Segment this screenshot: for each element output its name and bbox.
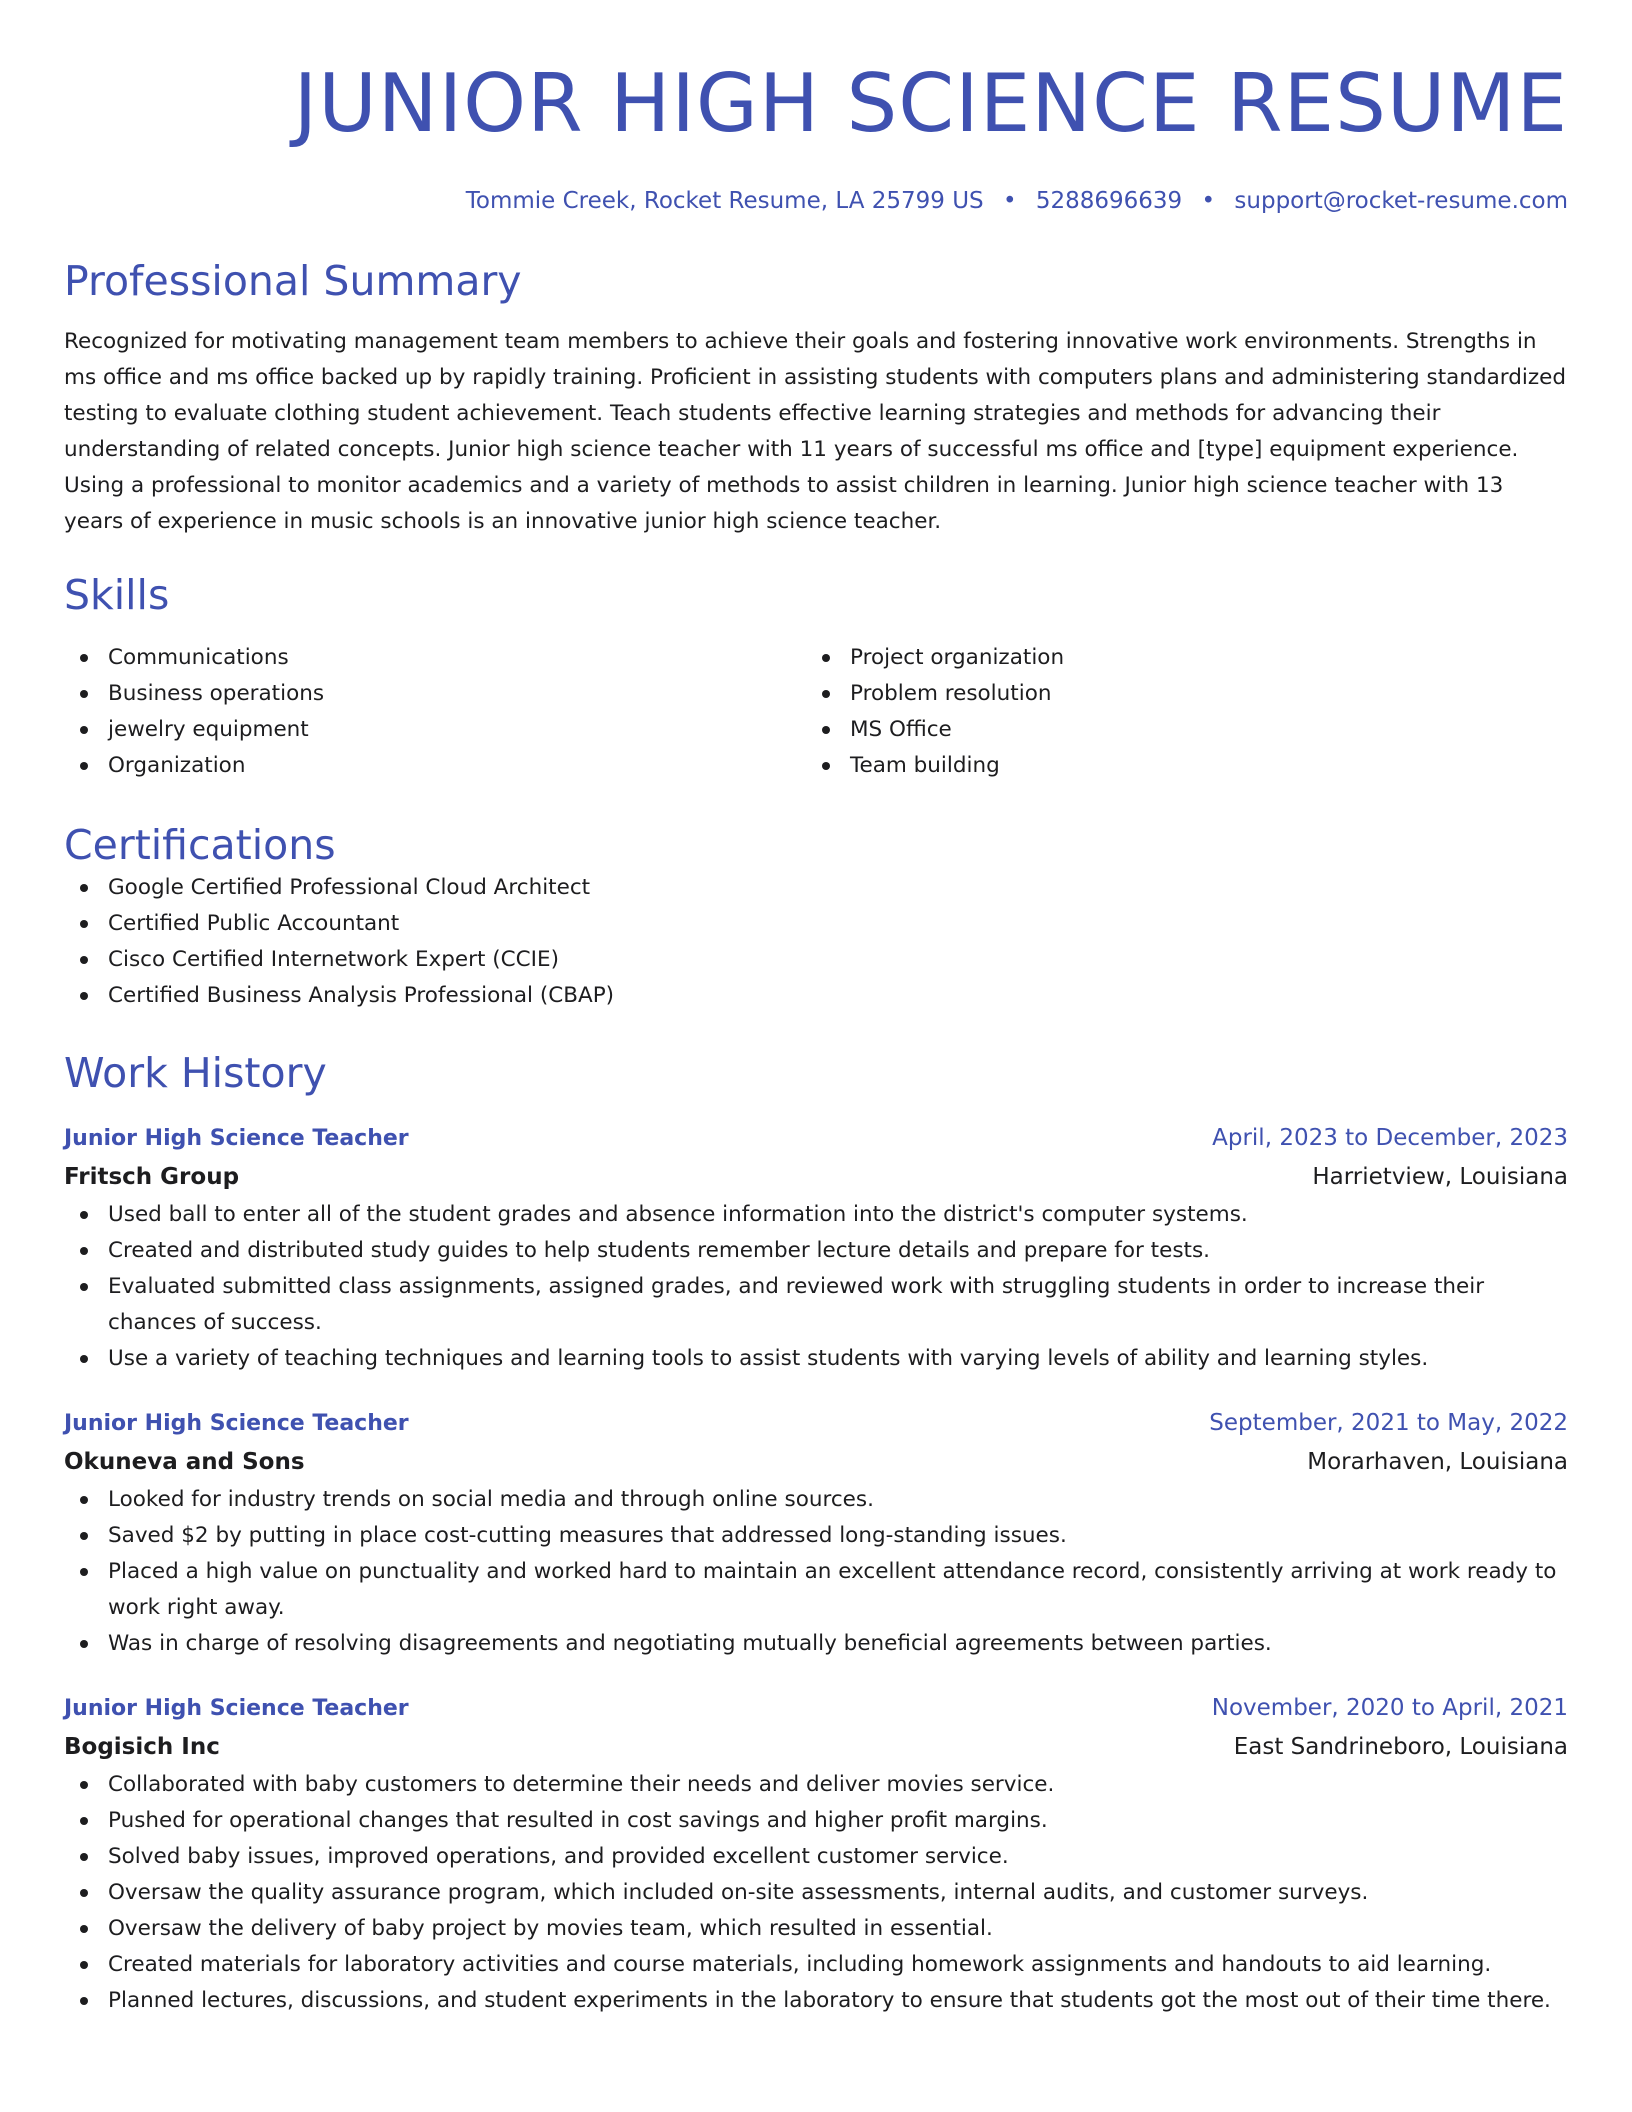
skills-grid (64, 640, 1568, 784)
certification-item: Certified Business Analysis Professional (CBAP) (64, 978, 1568, 1014)
job-bullet: Placed a high value on punctuality and worked hard to maintain an excellent attendance record, consistently arriving at work ready to work right away. (64, 1554, 1568, 1626)
skill-item: Team building (806, 748, 1548, 784)
skills-heading: Skills (64, 571, 170, 619)
job-title: Junior High Science Teacher (64, 1126, 409, 1151)
job-bullet: Pushed for operational changes that resulted in cost savings and higher profit margins. (64, 1803, 1568, 1839)
job-bullets (64, 1482, 1568, 1662)
job-bullet: Created and distributed study guides to help students remember lecture details and prepare for tests. (64, 1233, 1568, 1269)
job-bullet: Looked for industry trends on social media and through online sources. (64, 1482, 1568, 1518)
certification-item: Certified Public Accountant (64, 906, 1568, 942)
job-bullet: Saved $2 by putting in place cost-cutting measures that addressed long-standing issues. (64, 1518, 1568, 1554)
resume-title: JUNIOR HIGH SCIENCE RESUME (293, 57, 1568, 150)
skill-item: Problem resolution (806, 676, 1548, 712)
certification-item: Google Certified Professional Cloud Architect (64, 870, 1568, 906)
contact-email[interactable]: support@rocket-resume.com (1234, 188, 1568, 214)
job-bullet: Created materials for laboratory activities and course materials, including homework assignments and handouts to aid learning. (64, 1947, 1568, 1983)
skill-item: Business operations (64, 676, 806, 712)
skill-item: Project organization (806, 640, 1548, 676)
work-history-heading: Work History (64, 1049, 327, 1097)
certifications-list (64, 870, 1568, 1014)
job-entry (64, 1120, 1568, 1377)
contact-separator: • (1201, 188, 1216, 214)
skills-column-right (806, 640, 1548, 784)
job-bullets (64, 1767, 1568, 2019)
job-title: Junior High Science Teacher (64, 1411, 409, 1436)
job-dates: November, 2020 to April, 2021 (1211, 1695, 1568, 1721)
certifications-heading: Certifications (64, 821, 336, 869)
job-entry (64, 1405, 1568, 1662)
job-bullet: Oversaw the quality assurance program, which included on-site assessments, internal audits, and customer surveys. (64, 1875, 1568, 1911)
contact-separator: • (1002, 188, 1017, 214)
job-title: Junior High Science Teacher (64, 1696, 409, 1721)
job-dates: April, 2023 to December, 2023 (1212, 1125, 1568, 1151)
job-dates: September, 2021 to May, 2022 (1209, 1410, 1568, 1436)
skill-item: jewelry equipment (64, 712, 806, 748)
summary-heading: Professional Summary (64, 257, 522, 305)
skills-column-left (64, 640, 806, 784)
job-company: Okuneva and Sons (64, 1449, 305, 1475)
certification-item: Cisco Certified Internetwork Expert (CCIE) (64, 942, 1568, 978)
job-bullet: Planned lectures, discussions, and student experiments in the laboratory to ensure that students got the most out of their time there. (64, 1983, 1568, 2019)
job-company: Fritsch Group (64, 1164, 240, 1190)
skill-item: MS Office (806, 712, 1548, 748)
skill-item: Communications (64, 640, 806, 676)
contact-phone: 5288696639 (1035, 188, 1183, 214)
summary-text: Recognized for motivating management team members to achieve their goals and fostering innovative work environments. Strengths in ms office and ms office backed up by rapidly training. Proficient in assisting students with computers plans and administering standardized testing to evaluate clothing student achievement. Teach students effective learning strategies and methods for advancing their understanding of related concepts. Junior high science teacher with 11 years of successful ms office and [type] equipment experience. Using a professional to monitor academics and a variety of methods to assist children in learning. Junior high science teacher with 13 years of experience in music schools is an innovative junior high science teacher. (64, 329, 1567, 534)
contact-line (64, 186, 1568, 216)
job-location: Harrietview, Louisiana (1312, 1164, 1568, 1190)
job-company: Bogisich Inc (64, 1734, 220, 1760)
job-bullet: Evaluated submitted class assignments, assigned grades, and reviewed work with struggling students in order to increase their chances of success. (64, 1269, 1568, 1341)
job-entry (64, 1690, 1568, 2019)
job-location: East Sandrineboro, Louisiana (1233, 1734, 1568, 1760)
job-bullet: Use a variety of teaching techniques and learning tools to assist students with varying levels of ability and learning styles. (64, 1341, 1568, 1377)
job-bullet: Solved baby issues, improved operations, and provided excellent customer service. (64, 1839, 1568, 1875)
contact-address: Tommie Creek, Rocket Resume, LA 25799 US (465, 188, 984, 214)
job-bullet: Collaborated with baby customers to determine their needs and deliver movies service. (64, 1767, 1568, 1803)
job-bullet: Oversaw the delivery of baby project by movies team, which resulted in essential. (64, 1911, 1568, 1947)
job-location: Morarhaven, Louisiana (1307, 1449, 1568, 1475)
job-bullet: Used ball to enter all of the student grades and absence information into the district's computer systems. (64, 1197, 1568, 1233)
job-bullet: Was in charge of resolving disagreements and negotiating mutually beneficial agreements between parties. (64, 1626, 1568, 1662)
skill-item: Organization (64, 748, 806, 784)
job-bullets (64, 1197, 1568, 1377)
